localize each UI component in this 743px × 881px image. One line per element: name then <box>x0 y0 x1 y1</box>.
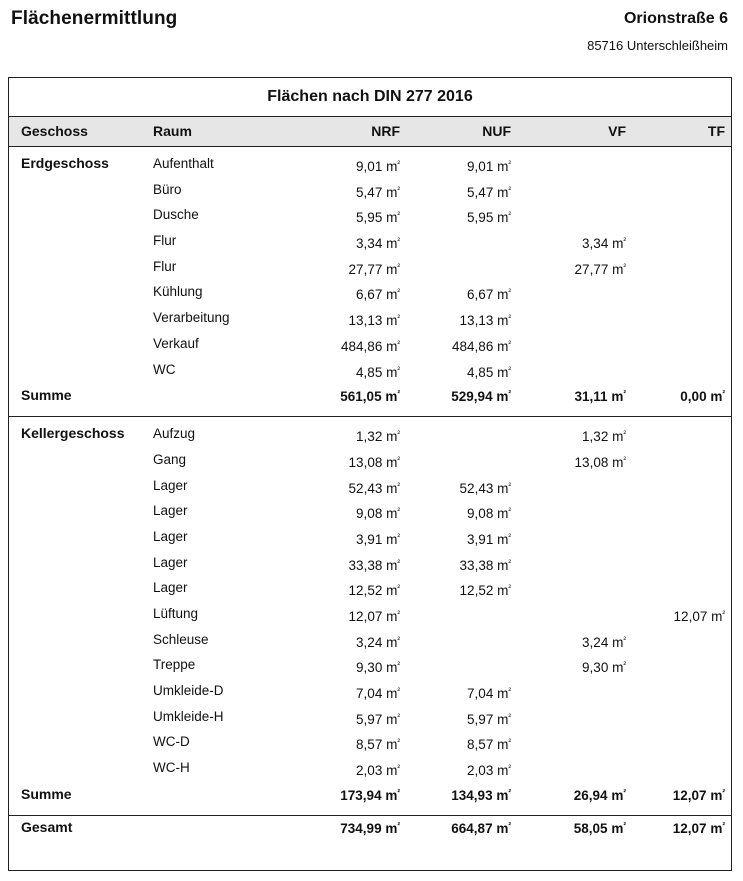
floor-name: Kellergeschoss <box>21 425 125 442</box>
floor-section <box>9 416 731 815</box>
floor-name: Erdgeschoss <box>21 155 109 171</box>
table-row <box>9 680 731 706</box>
room-name: Lager <box>153 477 188 493</box>
vf-value: 58,05 $m^{^2}$ <box>573 820 626 836</box>
room-name: Aufenthalt <box>153 156 214 171</box>
table-row <box>9 577 731 603</box>
room-name: Lager <box>153 528 188 544</box>
nrf-value: 173,94 $m^{^2}$ <box>340 787 400 803</box>
room-name: Schleuse <box>153 631 209 647</box>
nrf-value: 9,08 $m^{^2}$ <box>356 506 400 522</box>
nuf-value: 664,87 $m^{^2}$ <box>451 820 511 836</box>
nrf-value: 3,24 $m^{^2}$ <box>356 634 400 650</box>
table-row <box>9 449 731 475</box>
column-header-vf: VF <box>608 123 626 139</box>
room-name: Flur <box>153 258 177 274</box>
vf-value: 9,30 $m^{^2}$ <box>582 660 626 676</box>
room-name: Aufzug <box>153 426 196 442</box>
section-sum-row <box>9 783 731 810</box>
vf-value: 1,32 $m^{^2}$ <box>582 429 626 445</box>
room-name: Dusche <box>153 207 199 223</box>
nrf-value: 52,43 $m^{^2}$ <box>348 480 400 496</box>
table-row <box>9 333 731 359</box>
nuf-value: 6,67 $m^{^2}$ <box>467 287 511 303</box>
total-row <box>9 815 731 853</box>
address-city: 85716 Unterschleißheim <box>587 38 728 53</box>
table-title: Flächen nach DIN 277 2016 <box>9 78 731 117</box>
room-name: Lager <box>153 503 188 519</box>
table-row <box>9 526 731 552</box>
table-header <box>9 117 731 147</box>
room-name: WC <box>153 361 176 377</box>
nrf-value: 734,99 $m^{^2}$ <box>340 820 400 836</box>
address-street: Orionstraße 6 <box>623 10 728 27</box>
table-row <box>9 281 731 307</box>
document-title: Flächenermittlung <box>11 8 178 29</box>
tf-value: 12,07 $m^{^2}$ <box>673 609 725 624</box>
table-row <box>9 731 731 757</box>
nrf-value: 9,30 $m^{^2}$ <box>356 660 400 676</box>
floor-section <box>9 147 731 416</box>
nuf-value: 52,43 $m^{^2}$ <box>459 480 511 496</box>
nrf-value: 561,05 $m^{^2}$ <box>340 389 400 405</box>
vf-value: 13,08 $m^{^2}$ <box>574 454 626 470</box>
nrf-value: 13,13 $m^{^2}$ <box>348 313 400 329</box>
nuf-value: 2,03 $m^{^2}$ <box>467 763 511 779</box>
nuf-value: 13,13 $m^{^2}$ <box>459 313 511 329</box>
nrf-value: 2,03 $m^{^2}$ <box>356 763 400 779</box>
table-row <box>9 179 731 205</box>
table-row <box>9 359 731 385</box>
room-name: Umkleide-H <box>153 708 224 724</box>
table-row <box>9 603 731 629</box>
nrf-value: 7,04 $m^{^2}$ <box>356 686 400 702</box>
nrf-value: 8,57 $m^{^2}$ <box>356 737 400 753</box>
nrf-value: 12,07 $m^{^2}$ <box>348 609 400 624</box>
nrf-value: 484,86 $m^{^2}$ <box>341 338 400 354</box>
nrf-value: 5,95 $m^{^2}$ <box>356 210 400 226</box>
nuf-value: 4,85 $m^{^2}$ <box>467 364 511 380</box>
nuf-value: 9,08 $m^{^2}$ <box>467 506 511 522</box>
section-sum-row <box>9 384 731 411</box>
nrf-value: 3,91 $m^{^2}$ <box>356 531 400 547</box>
table-row <box>9 500 731 526</box>
room-name: Verarbeitung <box>153 310 230 326</box>
table-row <box>9 307 731 333</box>
sum-label: Summe <box>21 387 72 404</box>
column-header-nuf: NUF <box>482 123 511 139</box>
table-row <box>9 706 731 732</box>
nuf-value: 5,97 $m^{^2}$ <box>467 711 511 727</box>
room-name: Lager <box>153 580 188 596</box>
room-name: Kühlung <box>153 284 203 300</box>
column-header-geschoss: Geschoss <box>21 123 88 139</box>
room-name: WC-D <box>153 734 190 750</box>
table-row <box>9 552 731 578</box>
nrf-value: 13,08 $m^{^2}$ <box>348 454 400 470</box>
nrf-value: 4,85 $m^{^2}$ <box>356 364 400 380</box>
nuf-value: 8,57 $m^{^2}$ <box>467 737 511 753</box>
table-body <box>9 147 731 853</box>
vf-value: 27,77 $m^{^2}$ <box>574 261 626 277</box>
total-label: Gesamt <box>21 818 73 835</box>
nuf-value: 5,95 $m^{^2}$ <box>467 210 511 226</box>
nrf-value: 6,67 $m^{^2}$ <box>356 287 400 303</box>
nrf-value: 3,34 $m^{^2}$ <box>356 236 400 252</box>
room-name: WC-H <box>153 760 190 776</box>
nuf-value: 484,86 $m^{^2}$ <box>452 338 511 354</box>
table-row <box>9 204 731 230</box>
room-name: Gang <box>153 451 187 467</box>
nuf-value: 33,38 $m^{^2}$ <box>459 557 511 573</box>
room-name: Verkauf <box>153 335 199 351</box>
tf-value: 12,07 $m^{^2}$ <box>672 820 725 836</box>
nrf-value: 5,47 $m^{^2}$ <box>356 184 400 200</box>
table-row <box>9 423 731 449</box>
table-row <box>9 475 731 501</box>
column-header-tf: TF <box>707 123 725 139</box>
nuf-value: 529,94 $m^{^2}$ <box>451 389 511 405</box>
vf-value: 31,11 $m^{^2}$ <box>574 389 626 405</box>
table-row <box>9 153 731 179</box>
nuf-value: 5,47 $m^{^2}$ <box>467 184 511 200</box>
vf-value: 26,94 $m^{^2}$ <box>573 787 626 803</box>
nrf-value: 5,97 $m^{^2}$ <box>356 711 400 727</box>
nuf-value: 3,91 $m^{^2}$ <box>467 531 511 547</box>
vf-value: 3,34 $m^{^2}$ <box>582 236 626 252</box>
column-header-raum: Raum <box>153 123 192 139</box>
room-name: Lüftung <box>153 606 199 621</box>
table-row <box>9 230 731 256</box>
room-name: Lager <box>153 554 188 570</box>
room-name: Büro <box>153 181 182 197</box>
table-row <box>9 256 731 282</box>
tf-value: 0,00 $m^{^2}$ <box>680 389 725 405</box>
table-row <box>9 629 731 655</box>
room-name: Treppe <box>153 657 196 673</box>
area-table <box>8 77 732 871</box>
nrf-value: 1,32 $m^{^2}$ <box>356 429 400 445</box>
nuf-value: 7,04 $m^{^2}$ <box>467 686 511 702</box>
column-header-nrf: NRF <box>371 123 400 139</box>
nrf-value: 33,38 $m^{^2}$ <box>348 557 400 573</box>
tf-value: 12,07 $m^{^2}$ <box>672 787 725 803</box>
nuf-value: 9,01 $m^{^2}$ <box>467 159 511 174</box>
table-row <box>9 654 731 680</box>
nuf-value: 134,93 $m^{^2}$ <box>451 787 511 803</box>
nuf-value: 12,52 $m^{^2}$ <box>459 583 511 599</box>
room-name: Flur <box>153 233 177 249</box>
nrf-value: 9,01 $m^{^2}$ <box>356 159 400 174</box>
table-row <box>9 757 731 783</box>
nrf-value: 27,77 $m^{^2}$ <box>348 261 400 277</box>
sum-label: Summe <box>21 785 72 802</box>
vf-value: 3,24 $m^{^2}$ <box>582 634 626 650</box>
room-name: Umkleide-D <box>153 683 224 699</box>
nrf-value: 12,52 $m^{^2}$ <box>348 583 400 599</box>
